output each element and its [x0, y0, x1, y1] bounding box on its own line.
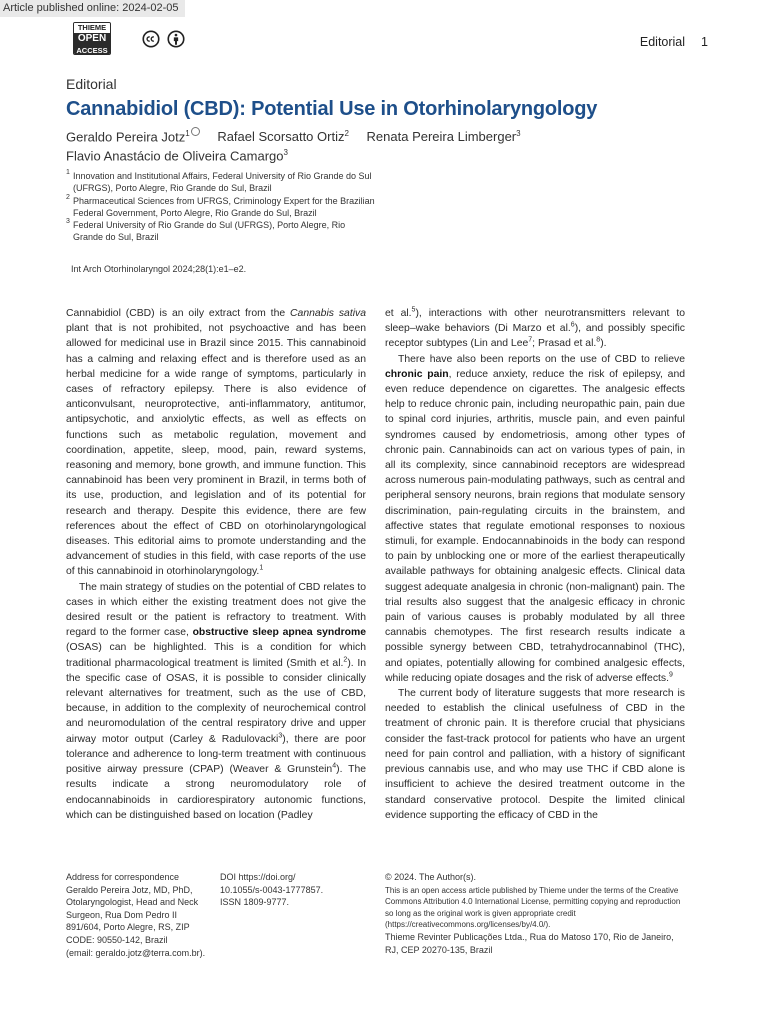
- affiliation-number: 2: [66, 193, 70, 201]
- italic-term: Cannabis sativa: [290, 308, 366, 319]
- affiliation: [66, 170, 376, 194]
- correspondence-address: [66, 871, 216, 959]
- text-run: , reduce anxiety, reduce the risk of epilepsy, and even reduce dependence on cigarettes. The analgesic effects help to reduce chronic pain, including neuropathic pain, pain due to spinal cord injuries, arthritis, muscle pain, and even painful syndromes caused by endometriosis, among other types of chronic pain. Cannabinoids can act on various types of pain, in all its complexity, since cannabinoid receptors are widespread across numerous pain-modulating pathways, such as central and peripheral sensory neurons, brain regions that modulate sensory discrimination, pain-regulating circuits in the brainstem, and affective states that regulate emotional responses to noxious stimuli, for example. Endocannabinoids in the body can respond to pain by unblocking one or more of the earliest therapeutically available pathways for obtaining analgesic effects. Clinical data suggest adequate analgesia in chronic (non-malignant) pain. The trial results also suggest that the analgesic efficacy in chronic pain of various causes is probably modulated by all three cannabis chemotypes. The first research results indicate a possible synergy between CBD, tetrahydrocannabinol (THC), and opiates, potentially allowing for combined analgesic effects, while reducing opiate dosages and the risk of adverse effects.: [385, 368, 686, 684]
- publisher-address: Thieme Revinter Publicações Ltda., Rua do Matoso 170, Rio de Janeiro, RJ, CEP 20270-135, Brazil: [385, 931, 674, 955]
- reference-number[interactable]: 2: [343, 656, 348, 664]
- copyright-block: [385, 871, 685, 956]
- author-affiliation-number: 1: [185, 129, 190, 138]
- body-column-left: [66, 306, 366, 823]
- body-paragraph: [385, 306, 685, 352]
- author-affiliation-number: 2: [344, 129, 349, 138]
- text-run: (OSAS) can be highlighted. This is a condition for which traditional pharmacological treatment is limited (Smith et al.: [66, 642, 366, 669]
- doi-line: DOI https://doi.org/: [220, 872, 296, 882]
- body-paragraph: [66, 306, 366, 580]
- thieme-open-access-logo: [73, 22, 111, 55]
- author-name: Geraldo Pereira Jotz: [66, 129, 186, 145]
- address-line: Surgeon, Rua Dom Pedro II: [66, 909, 178, 920]
- bold-term: obstructive sleep apnea syndrome: [192, 627, 366, 639]
- reference-number[interactable]: 7: [528, 336, 533, 344]
- attribution-icon: [167, 30, 185, 48]
- text-run: Cannabidiol (CBD) is an oily extract from the: [66, 308, 291, 319]
- page-number: 1: [701, 35, 708, 49]
- reference-number[interactable]: 6: [570, 321, 575, 329]
- copyright-heading: © 2024. The Author(s).: [385, 872, 477, 882]
- affiliation-text: Pharmaceutical Sciences from UFRGS, Criminology Expert for the Brazilian Federal Government, Porto Alegre, Rio Grande do Sul, Brazil: [73, 195, 375, 218]
- affiliation-number: 3: [66, 218, 70, 225]
- logo-line-1: THIEME: [74, 23, 110, 33]
- text-run: ), interactions with other neurotransmitters relevant to sleep–wake behaviors (Di Marzo et al.: [385, 308, 685, 335]
- author-affiliation-number: 3: [283, 148, 288, 157]
- author-affiliation-number: 3: [516, 129, 521, 138]
- doi-line: 10.1055/s-0043-1777857.: [220, 884, 324, 895]
- text-run: ; Prasad et al.: [532, 338, 597, 350]
- reference-number[interactable]: 4: [332, 762, 337, 770]
- running-title: Editorial: [639, 35, 686, 49]
- reference-number[interactable]: 8: [596, 336, 601, 344]
- reference-number[interactable]: 3: [278, 732, 283, 740]
- text-run: The main strategy of studies on the potential of CBD relates to cases in which either the existing treatment does not give the desired result or the patient is refractory to treatment. With regard to the former case,: [66, 581, 366, 639]
- text-run: ), and possibly specific receptor subtypes (Lin and Lee: [385, 323, 685, 350]
- affiliation-text: Federal University of Rio Grande do Sul (UFRGS), Porto Alegre, Rio Grande do Sul, Brazil: [73, 220, 346, 242]
- affiliation-text: Innovation and Institutional Affairs, Federal University of Rio Grande do Sul (UFRGS), Porto Alegre, Rio Grande do Sul, Brazil: [73, 171, 372, 193]
- address-line: Address for correspondence: [66, 872, 180, 882]
- text-run: ).: [600, 338, 607, 350]
- publication-date: Article published online: 2024-02-05: [0, 0, 185, 17]
- logo-line-3: ACCESS: [74, 45, 110, 55]
- address-line: Otolaryngologist, Head and Neck: [66, 897, 199, 908]
- logo-line-2: OPEN: [74, 33, 110, 45]
- text-run: ), there are poor tolerance and adherence to long-term treatment with continuous positive airway pressure (CPAP) (Weaver & Grunstein: [66, 733, 366, 776]
- address-line: Geraldo Pereira Jotz, MD, PhD,: [66, 884, 193, 895]
- author-name: Flavio Anastácio de Oliveira Camargo: [66, 148, 284, 164]
- text-run: et al.: [385, 308, 412, 319]
- section-label: Editorial: [66, 76, 117, 92]
- reference-number[interactable]: 9: [669, 671, 673, 679]
- orcid-icon[interactable]: [191, 127, 200, 136]
- address-line: (email: geraldo.jotz@terra.com.br).: [66, 947, 206, 958]
- creative-commons-icon: [142, 30, 160, 48]
- affiliation: [66, 195, 376, 219]
- doi-block: [220, 871, 370, 909]
- license-text: This is an open access article published by Thieme under the terms of the Creative Commons Attribution 4.0 International License, permitting copying and reproduction so long as the original work is given appropriate credit (https://creativecommons.org/licenses/by/4.0/).: [385, 885, 681, 930]
- text-run: ). The results indicate a strong neuromodulatory role of endocannabinoids in cardiorespiratory autonomic functions, which can be distinguished based on location (Padley: [66, 764, 367, 821]
- author-name: Renata Pereira Limberger: [366, 129, 517, 145]
- body-paragraph: [385, 686, 685, 823]
- journal-citation: Int Arch Otorhinolaryngol 2024;28(1):e1–e2.: [71, 264, 247, 274]
- author-list-line-2: [66, 143, 706, 166]
- author-name: Rafael Scorsatto Ortiz: [217, 129, 345, 145]
- body-paragraph: [66, 580, 366, 823]
- text-run: There have also been reports on the use of CBD to relieve: [398, 353, 685, 365]
- text-run: The current body of literature suggests that more research is needed to establish the clinical usefulness of CBD in the treatment of chronic pain. It is therefore crucial that physicians consider the fast-track protocol for patients who have an urgent need for pain control and palliation, with a history of significant previous cannabis use, and who may use THC if CBD alone is insufficient to achieve the desired treatment outcome in the standard conservative protocol. Despite the limited clinical evidence supporting the efficacy of CBD in the: [385, 688, 685, 821]
- article-title: Cannabidiol (CBD): Potential Use in Otorhinolaryngology: [66, 98, 598, 120]
- affiliation: [66, 219, 376, 243]
- address-line: 891/604, Porto Alegre, RS, ZIP: [66, 922, 190, 933]
- reference-number[interactable]: 1: [259, 564, 264, 572]
- address-line: CODE: 90550-142, Brazil: [66, 934, 168, 945]
- body-paragraph: [385, 352, 685, 686]
- bold-term: chronic pain: [385, 368, 449, 380]
- issn-line: ISSN 1809-9777.: [220, 897, 290, 908]
- affiliation-number: 1: [66, 169, 70, 176]
- reference-number[interactable]: 5: [411, 306, 416, 314]
- body-column-right: [385, 306, 685, 823]
- running-header: [640, 35, 708, 49]
- text-run: plant that is not prohibited, not psychoactive and has been allowed for medicinal use in Brazil since 2015. This cannabinoid has a calming and relaxing effect and is therefore used as an herbal medicine for a wide range of symptoms, particularly in cases of refractory epilepsy. There is also evidence of anticonvulsant, neuroprotective, anti-inflammatory, antitumor, antipsychotic, and anxiolytic effects, as well as effects on functions such as metabolic regulation, movement and coordination, appetite, sleep, mood, pain, reward systems, reasoning and memory, bone growth, and immune function. This cannabinoid has been very prominent in Brazil, in terms both of its use, production, and legislation and of its potential for research and therapy. Despite this evidence, there are few references about the effect of CBD on otorhinolaryngological diseases. This editorial aims to promote understanding and the advancement of studies in this field, with case reports of the use of this cannabinoid in otorhinolaryngology.: [66, 323, 366, 578]
- affiliations: [66, 170, 376, 244]
- text-run: ). In the specific case of OSAS, it is possible to consider clinically relevant alternatives for treatment, such as the use of CBD, because, in addition to the complexity of neurochemical control and neuromodulation of the central respiratory drive and upper airway motor output (Carley & Radulovacki: [66, 657, 366, 745]
